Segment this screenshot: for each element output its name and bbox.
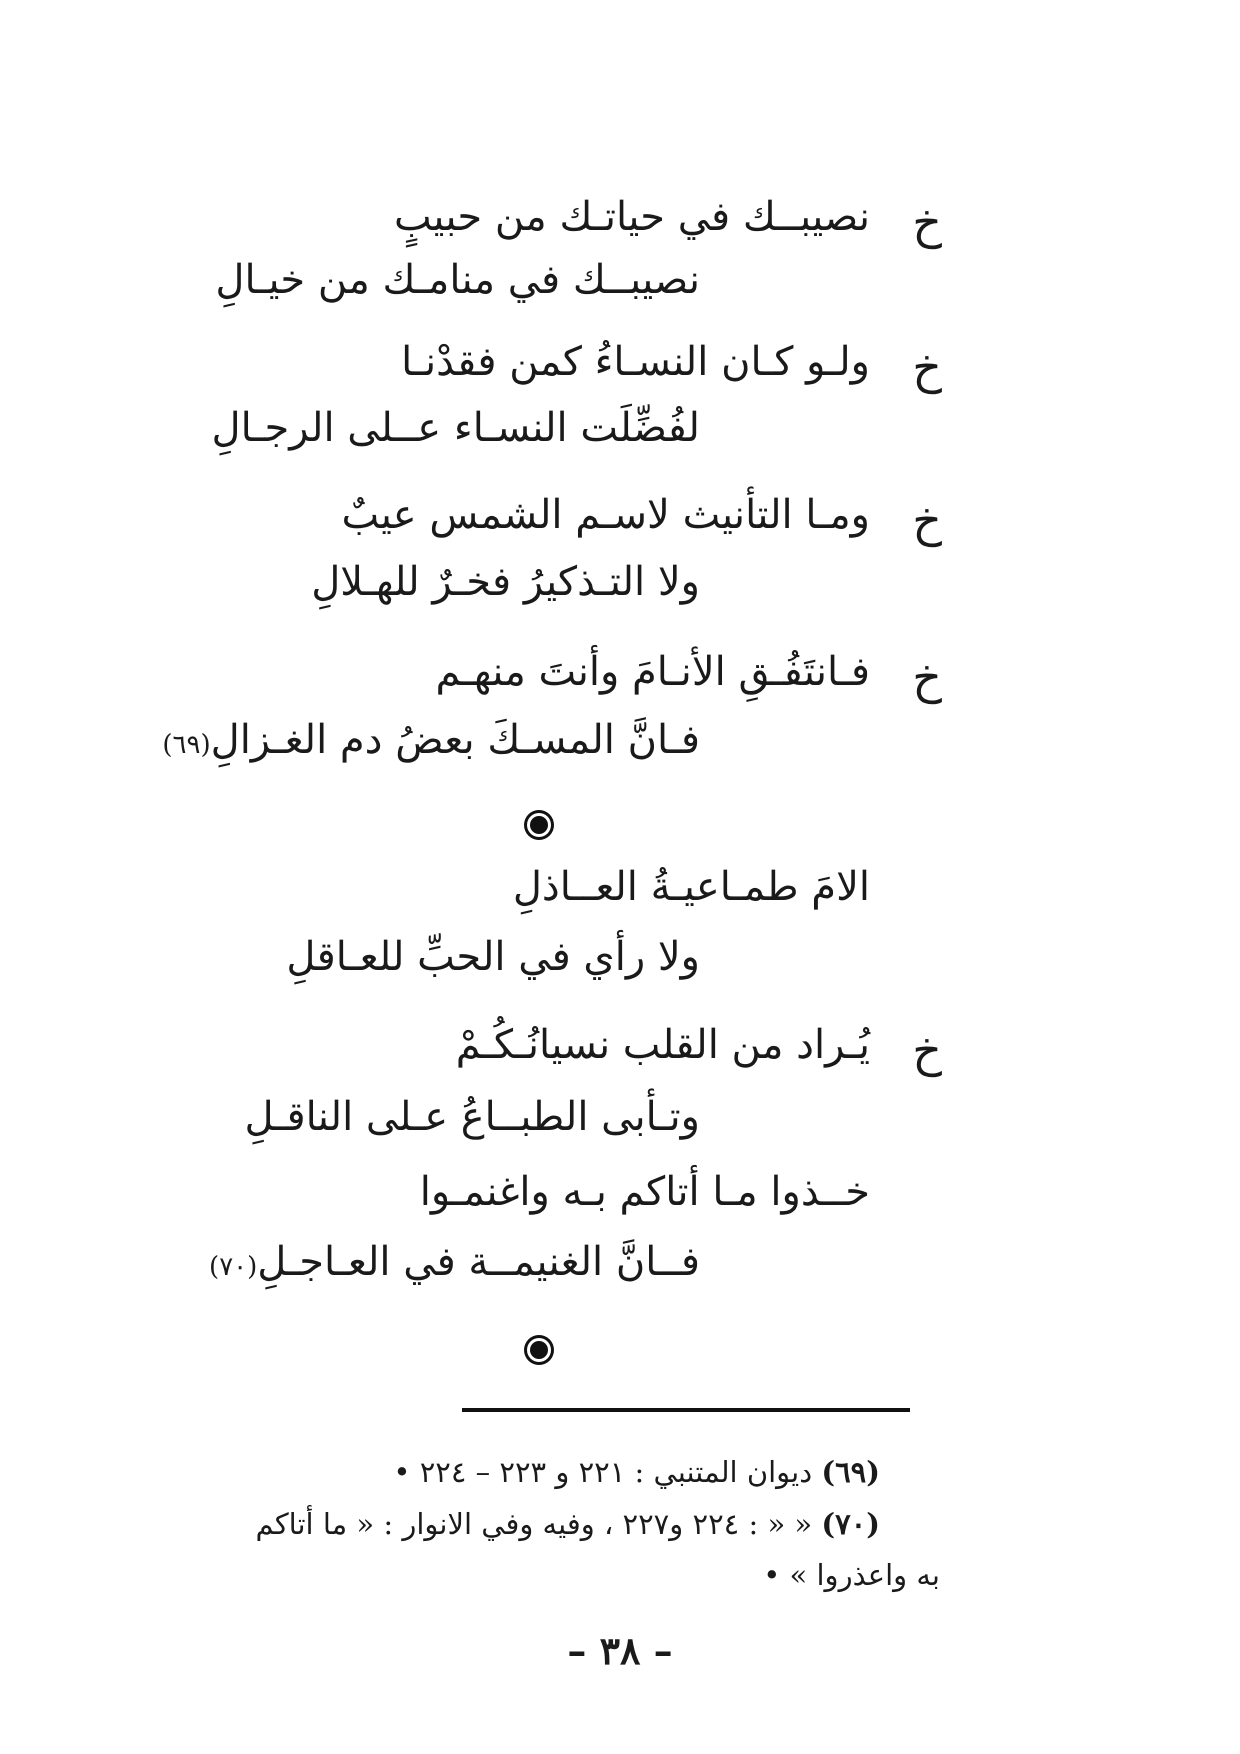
poem-line: نصيبــك في منامـك من خيـالِ bbox=[215, 257, 700, 303]
verse-marker: خ bbox=[912, 650, 942, 704]
verse-marker: خ bbox=[912, 1023, 942, 1077]
footnote-ref: (٧٠) bbox=[209, 1252, 258, 1282]
poem-line: نصيبــك في حياتـك من حبيبٍ bbox=[394, 194, 870, 240]
footnote-text: به واعذروا » • bbox=[763, 1558, 940, 1592]
poem-line bbox=[162, 718, 700, 762]
poem-line: الامَ طمـاعيـةُ العــاذلِ bbox=[512, 864, 870, 910]
poem-line: ولـو كـان النسـاءُ كمن فقدْنـا bbox=[401, 339, 870, 385]
poem-line: ولا رأي في الحبِّ للعـاقلِ bbox=[286, 934, 700, 980]
footnote-text: ديوان المتنبي : ٢٢١ و ٢٢٣ – ٢٢٤ • bbox=[393, 1455, 813, 1489]
verse-marker: خ bbox=[912, 340, 942, 394]
poem-line-text: فـانَّ المسـكَ بعضُ دم الغـزالِ bbox=[210, 717, 700, 763]
verse-marker: خ bbox=[912, 195, 942, 249]
footnote bbox=[763, 1558, 940, 1592]
section-separator bbox=[530, 1341, 548, 1359]
footnote-number: (٧٠) bbox=[821, 1507, 880, 1541]
footnote-rule bbox=[462, 1408, 910, 1412]
verse-marker: خ bbox=[912, 493, 942, 547]
poem-line: لفُضِّلَت النسـاء عــلى الرجـالِ bbox=[211, 405, 700, 451]
footnote-ref: (٦٩) bbox=[162, 730, 211, 760]
page-number: – ٣٨ – bbox=[567, 1628, 673, 1673]
poem-line: يُـراد من القلب نسيانُـكُـمْ bbox=[455, 1022, 870, 1068]
poem-line: خــذوا مـا أتاكم بـه واغنمـوا bbox=[419, 1169, 870, 1215]
footnote bbox=[393, 1455, 880, 1489]
section-separator bbox=[530, 816, 548, 834]
poem-line: وتـأبى الطبــاعُ عـلى الناقـلِ bbox=[244, 1094, 700, 1140]
poem-line-text: فــانَّ الغنيمــة في العـاجـلِ bbox=[257, 1239, 700, 1285]
poem-line: ومـا التأنيث لاسـم الشمس عيبٌ bbox=[341, 492, 870, 538]
footnote-text: « « : ٢٢٤ و٢٢٧ ، وفيه وفي الانوار : « ما أتاكم bbox=[255, 1507, 813, 1541]
footnote-number: (٦٩) bbox=[821, 1455, 880, 1489]
footnote bbox=[256, 1507, 880, 1541]
poem-line: فـانتَفُـقِ الأنـامَ وأنتَ منهـم bbox=[435, 649, 870, 695]
poem-line: ولا التـذكيرُ فخـرٌ للهـلالِ bbox=[311, 559, 700, 605]
poem-line bbox=[209, 1240, 700, 1284]
